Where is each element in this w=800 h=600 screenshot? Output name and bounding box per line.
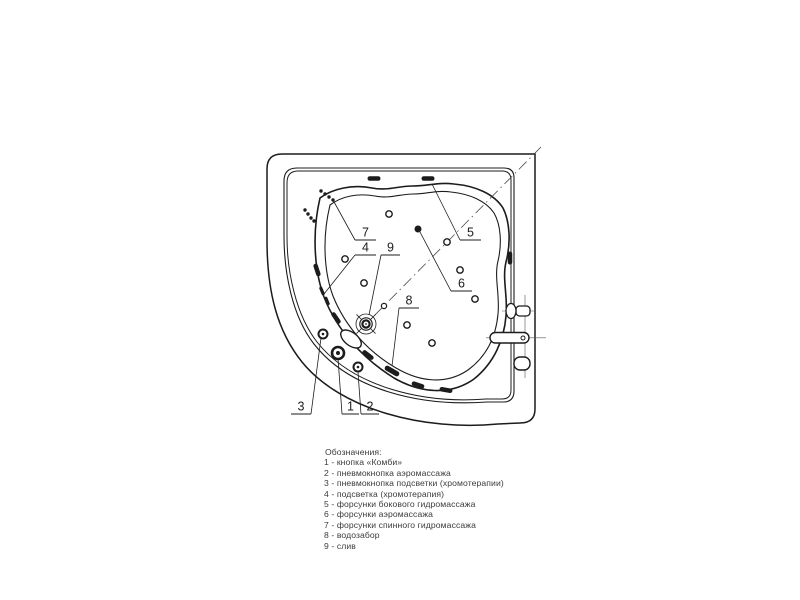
back-jet-dot [306, 212, 309, 215]
legend-title: Обозначения: [325, 447, 382, 457]
deck-fittings [486, 295, 546, 378]
aero-button [354, 363, 363, 372]
drain-symbol [356, 314, 376, 334]
legend [324, 447, 504, 551]
callout-2 [358, 372, 379, 414]
side-jet [439, 387, 453, 394]
legend-item-1: 1 - кнопка «Комби» [324, 457, 403, 468]
bowl-floor-line [325, 191, 500, 380]
leader-line [338, 358, 342, 414]
air-jet [404, 322, 410, 328]
side-jet [313, 263, 321, 277]
side-jet [508, 252, 513, 265]
callout-number: 7 [362, 225, 369, 240]
back-jet-dot [323, 192, 326, 195]
chromotherapy-light [319, 286, 330, 306]
leader-line [333, 200, 355, 240]
leader-line [358, 372, 361, 414]
drain-center-dot [365, 323, 367, 325]
callout-number: 2 [366, 399, 374, 414]
combi-button [332, 347, 344, 359]
leader-line [369, 255, 381, 315]
callout-number: 6 [458, 276, 465, 291]
air-jet [444, 239, 450, 245]
side-jet [422, 176, 435, 181]
water-intake [384, 365, 400, 378]
callout-8 [392, 294, 419, 367]
legend-item-8: 8 - водозабор [324, 530, 380, 541]
water-intake-slot [384, 365, 400, 378]
legend-item-5: 5 - форсунки бокового гидромассажа [324, 499, 476, 510]
light-button [319, 330, 328, 339]
light-mark [319, 286, 325, 296]
air-jet [361, 280, 367, 286]
back-jet-dot [303, 208, 306, 211]
legend-item-2: 2 - пневмокнопка аэромассажа [324, 467, 451, 478]
air-jet-filled [415, 226, 422, 233]
knob-stem [516, 306, 530, 316]
deck-knob [506, 304, 516, 319]
callout-number: 8 [405, 293, 413, 308]
leader-line [324, 255, 355, 294]
legend-item-3: 3 - пневмокнопка подсветки (хромотерапии) [324, 478, 504, 489]
callout-number: 4 [362, 240, 369, 255]
legend-item-9: 9 - слив [324, 540, 356, 551]
back-jet-dot [309, 216, 312, 219]
side-hydromassage-jets [313, 176, 512, 393]
air-jet [342, 256, 348, 262]
air-jet [457, 267, 463, 273]
air-jet-small [381, 303, 386, 308]
back-jet-dot [312, 219, 315, 222]
callout-3 [291, 338, 321, 414]
leader-line [311, 338, 321, 414]
callout-7 [333, 200, 376, 240]
callout-number: 5 [467, 225, 474, 240]
deck-fitting-oval [514, 357, 530, 370]
callout-number: 9 [387, 240, 394, 255]
callout-4 [324, 241, 376, 295]
handle-pivot [521, 336, 525, 340]
legend-item-4: 4 - подсветка (хромотерапия) [324, 488, 445, 499]
callout-number: 3 [297, 399, 305, 414]
back-jet-dot [327, 195, 330, 198]
air-jet [386, 211, 392, 217]
symmetry-axis-line [371, 147, 541, 319]
legend-items [324, 457, 504, 551]
legend-item-6: 6 - форсунки аэромассажа [324, 509, 434, 520]
air-jet [429, 340, 435, 346]
back-jet-dot [319, 189, 322, 192]
air-jet [472, 296, 478, 302]
callout-number: 1 [347, 399, 354, 414]
side-jet [368, 176, 381, 181]
legend-item-7: 7 - форсунки спинного гидромассажа [324, 519, 476, 530]
leader-line [392, 308, 399, 366]
